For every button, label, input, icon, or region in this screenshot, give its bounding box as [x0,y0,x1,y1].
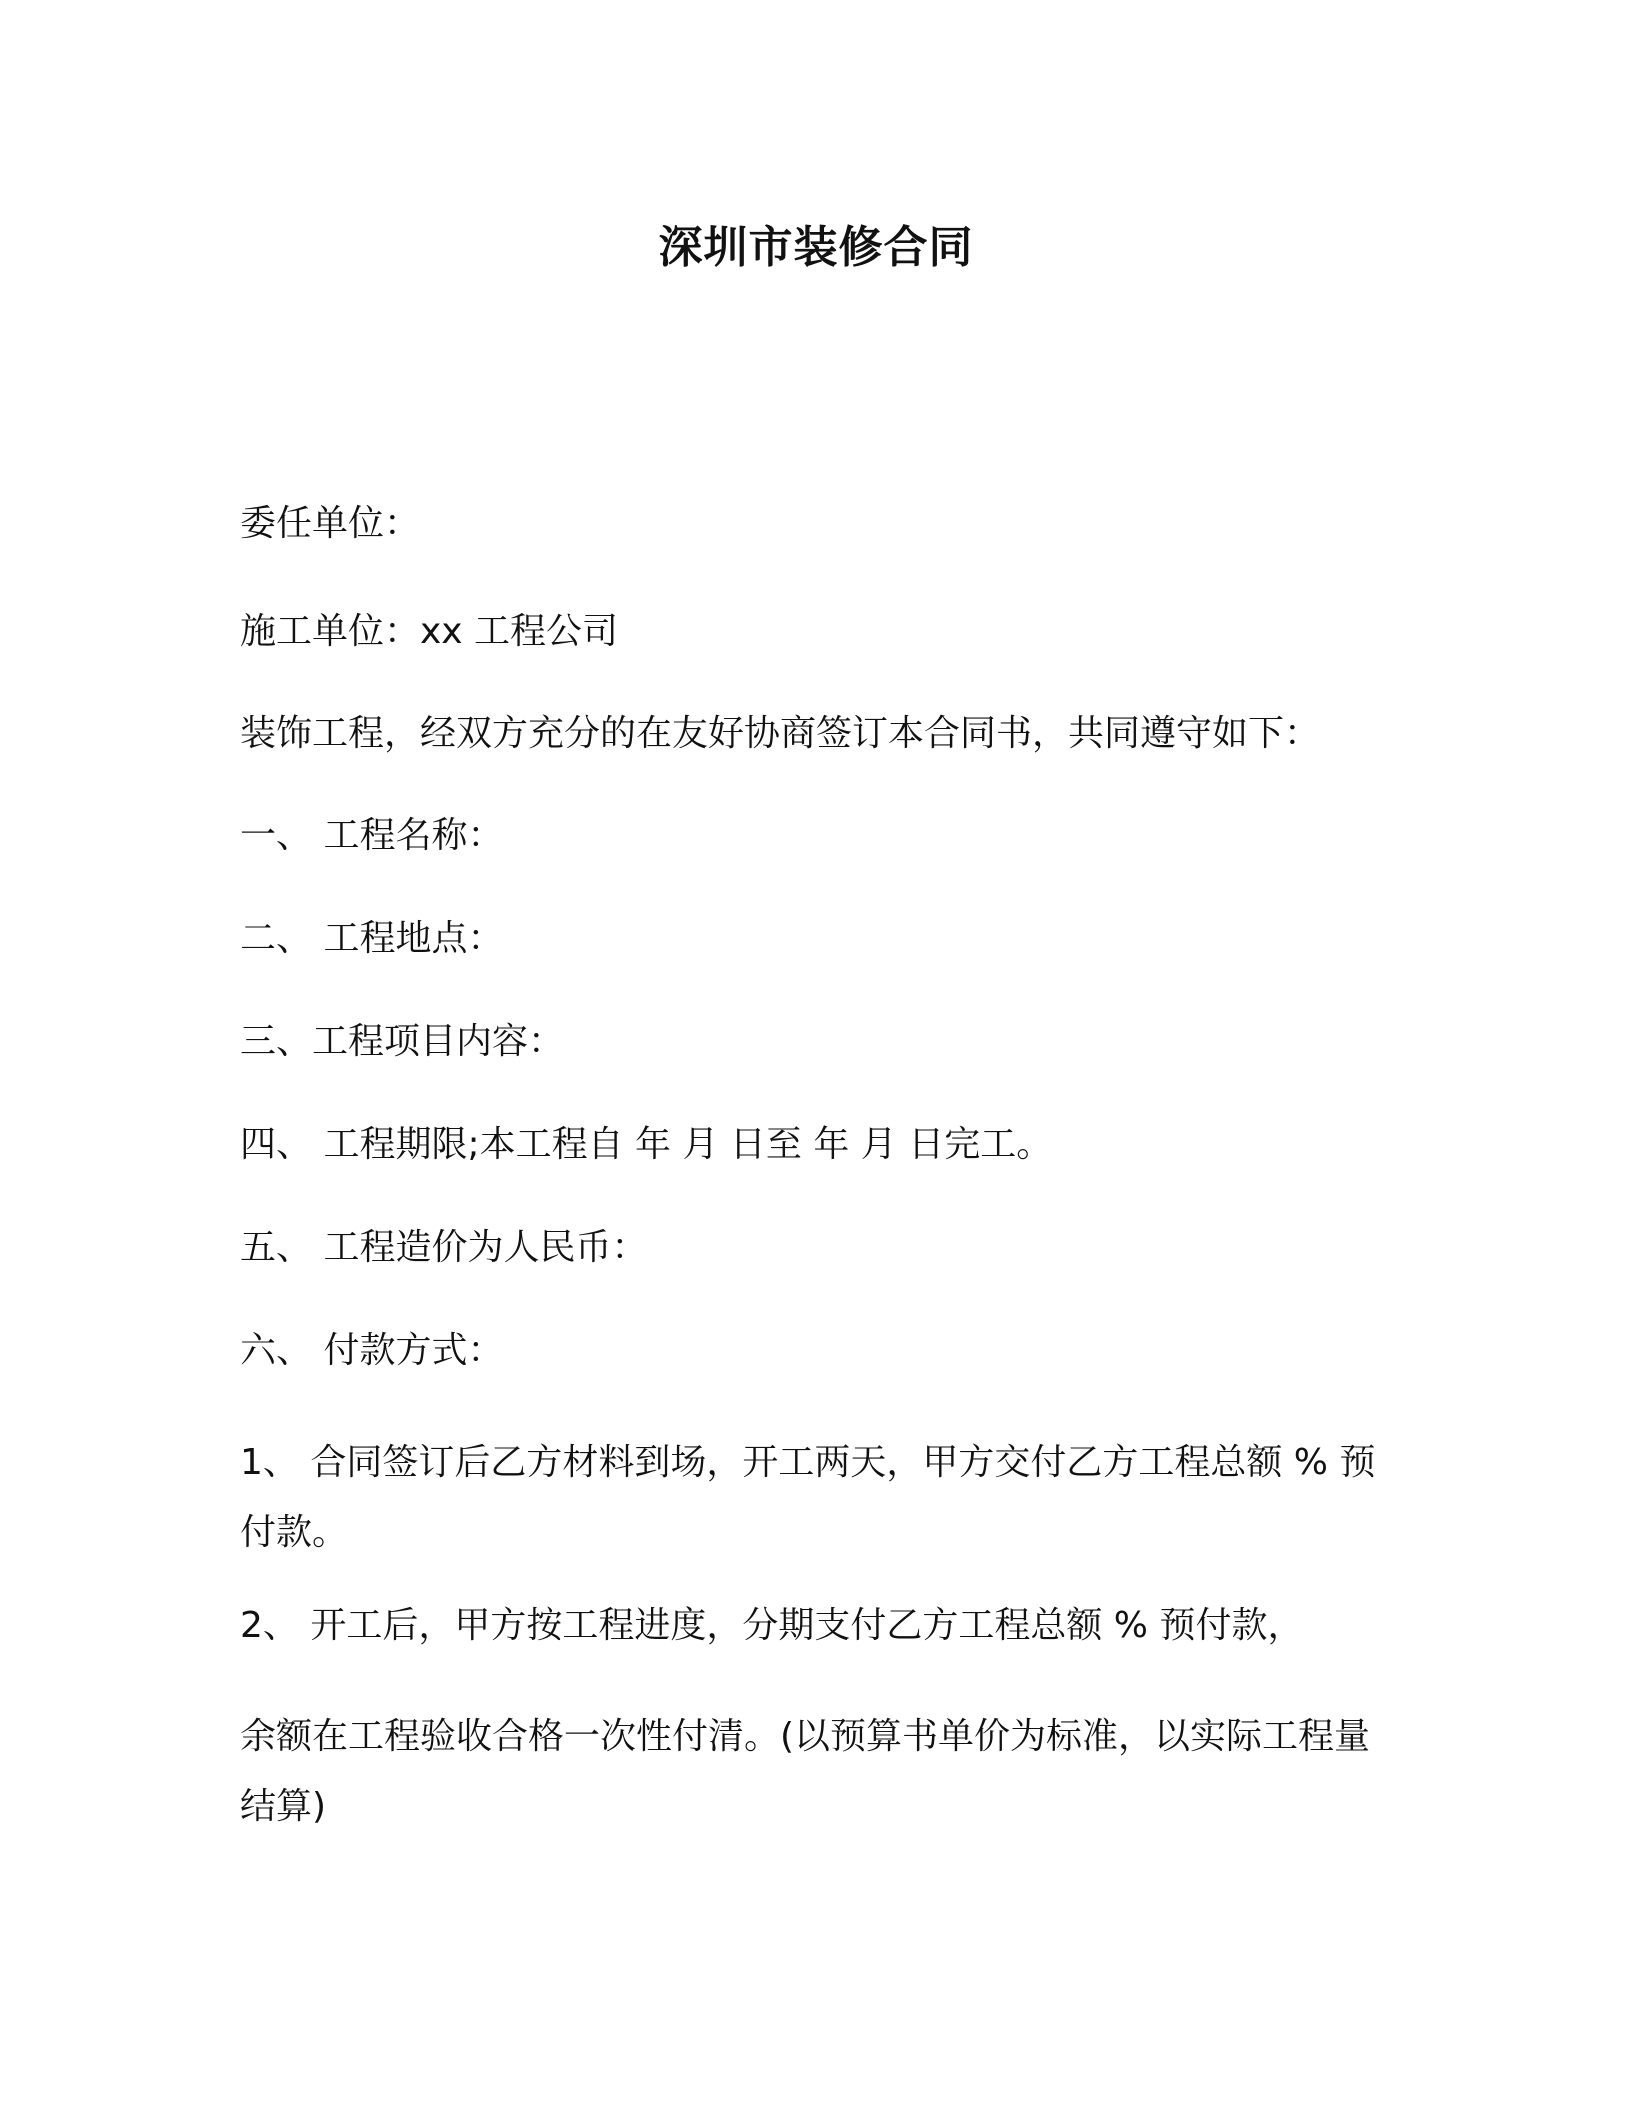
page-title: 深圳市装修合同 [658,222,974,273]
clause-project-content: 三、工程项目内容： [240,1021,565,1062]
payment-item-2: 2、 开工后，甲方按工程进度，分期支付乙方工程总额 % 预付款， [240,1605,1304,1646]
intro-paragraph: 装饰工程，经双方充分的在友好协商签订本合同书，共同遵守如下： [240,713,1321,754]
clause-project-cost: 五、 工程造价为人民币： [240,1227,648,1268]
payment-item-1: 1、 合同签订后乙方材料到场，开工两天，甲方交付乙方工程总额 % 预付款。 [240,1442,1376,1553]
clause-project-name: 一、 工程名称： [240,815,504,856]
clause-project-location: 二、 工程地点： [240,918,504,959]
contractor-unit-line: 施工单位：xx 工程公司 [240,611,619,652]
payment-balance-paragraph: 余额在工程验收合格一次性付清。(以预算书单价为标准，以实际工程量结算) [240,1716,1371,1827]
clause-project-period: 四、 工程期限;本工程自 年 月 日至 年 月 日完工。 [240,1124,1053,1165]
clause-payment-method: 六、 付款方式： [240,1330,504,1371]
client-unit-line: 委任单位： [240,503,421,544]
